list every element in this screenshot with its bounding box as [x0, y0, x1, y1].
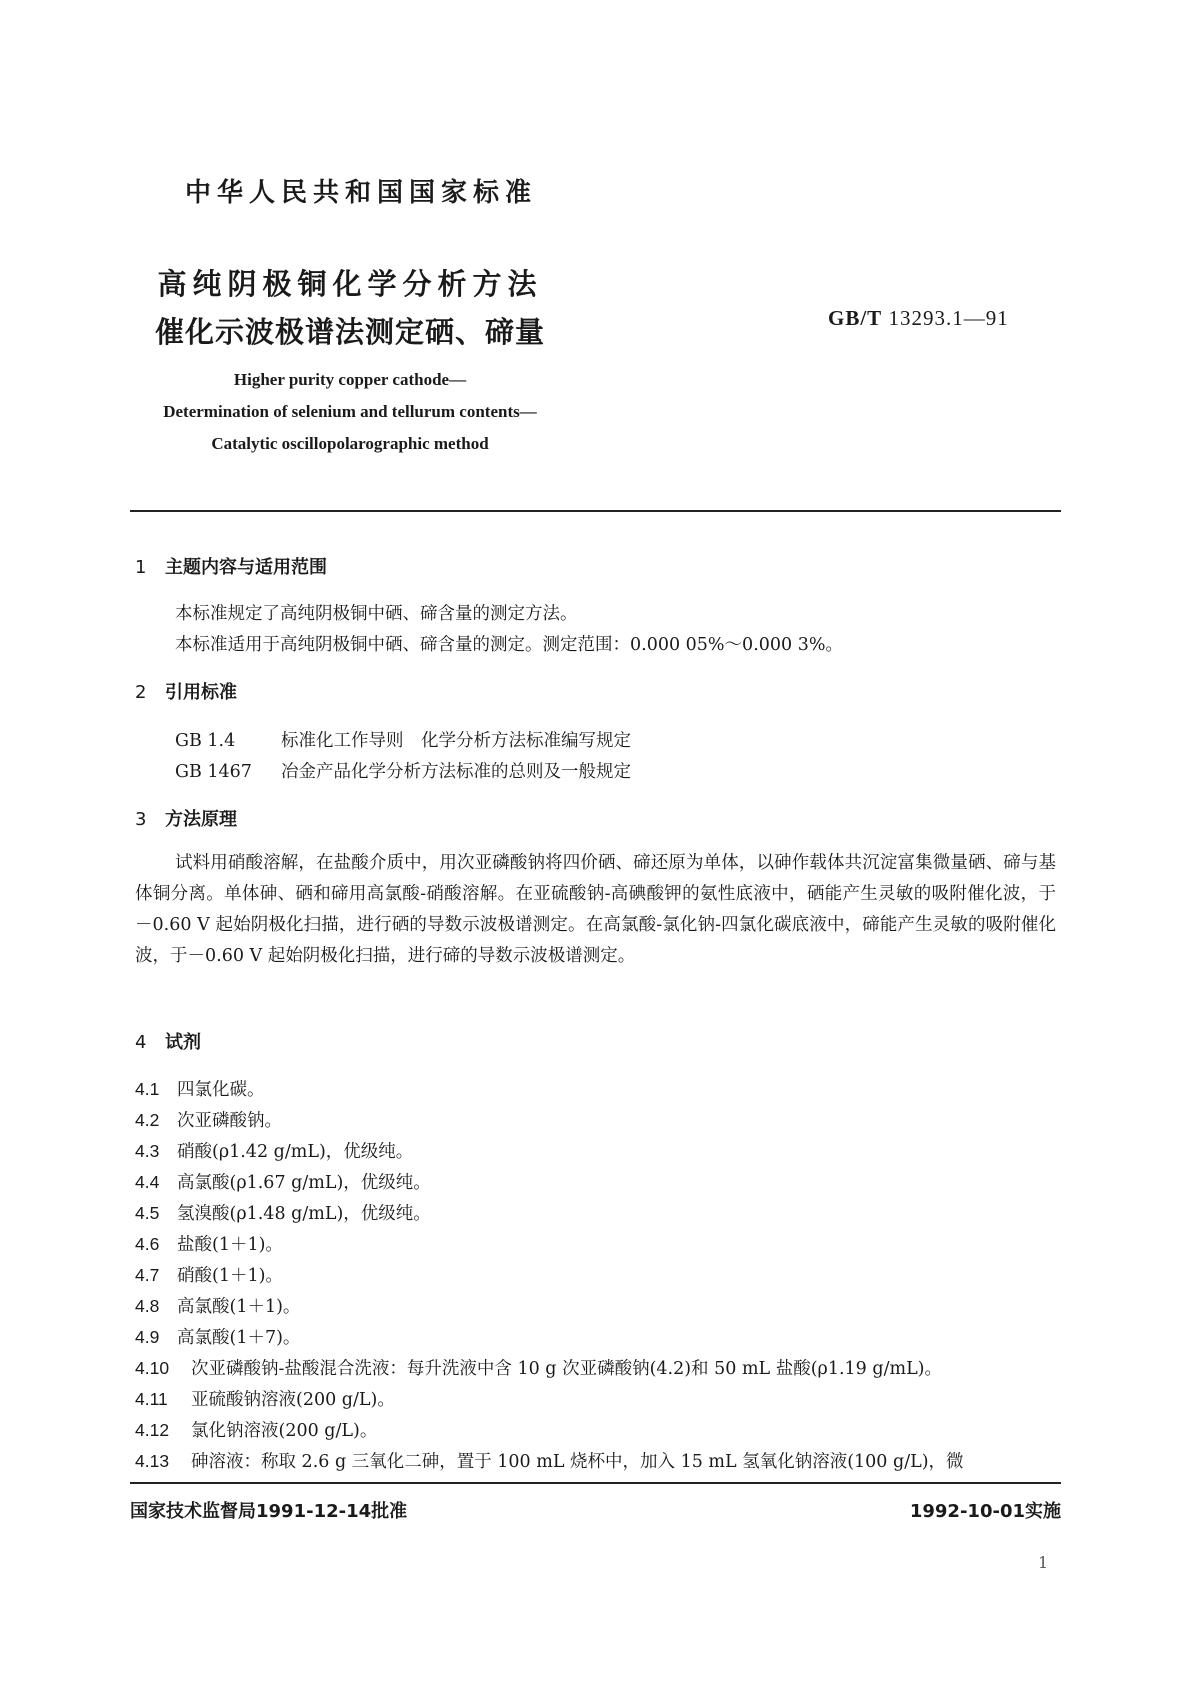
- section-title: 主题内容与适用范围: [165, 557, 327, 578]
- section-title: 引用标准: [165, 682, 237, 703]
- reagent-item: [135, 1355, 942, 1380]
- reference-item: [175, 758, 631, 783]
- item-number: 4.7: [135, 1265, 160, 1285]
- section-2-heading: [135, 678, 237, 704]
- reagent-item: [135, 1448, 964, 1473]
- item-number: 4.8: [135, 1296, 160, 1316]
- reagent-item: [135, 1076, 265, 1101]
- item-text: 亚硫酸钠溶液(200 g/L)。: [191, 1390, 395, 1410]
- reference-text: 标准化工作导则 化学分析方法标准编写规定: [281, 731, 631, 751]
- title-cn-line2: 催化示波极谱法测定硒、碲量: [154, 315, 545, 349]
- reagent-item: [135, 1169, 431, 1194]
- reagent-item: [135, 1386, 395, 1411]
- title-en-line3: Catalytic oscillopolarographic method: [211, 434, 489, 453]
- reference-code: GB 1467: [175, 762, 252, 782]
- item-number: 4.1: [135, 1079, 160, 1099]
- reagent-item: [135, 1107, 282, 1132]
- reagent-item: [135, 1138, 413, 1163]
- item-text: 高氯酸(1＋1)。: [177, 1297, 301, 1317]
- org-title: 中华人民共和国国家标准: [184, 178, 537, 208]
- reference-item: [175, 727, 631, 752]
- section-number: 4: [135, 1032, 147, 1053]
- item-text: 砷溶液：称取 2.6 g 三氧化二砷，置于 100 mL 烧杯中，加入 15 mL 氢氧化钠溶液(100 g/L)，微: [191, 1452, 964, 1472]
- section-3-body: 试料用硝酸溶解，在盐酸介质中，用次亚磷酸钠将四价硒、碲还原为单体，以砷作载体共沉淀富集微量硒、碲与基体铜分离。单体砷、硒和碲用高氯酸-硝酸溶解。在亚硫酸钠-高碘酸钾的氨性底液中，硒能产生灵敏的吸附催化波，于－0.60 V 起始阴极化扫描，进行硒的导数示波极谱测定。在高氯酸-氯化钠-四氯化碳底液中，碲能产生灵敏的吸附催化波，于－0.60 V 起始阴极化扫描，进行碲的导数示波极谱测定。: [135, 853, 1056, 966]
- standard-code: 13293.1—91: [888, 306, 1009, 330]
- approval-date: 国家技术监督局1991-12-14批准: [130, 1501, 408, 1522]
- item-text: 次亚磷酸钠-盐酸混合洗液：每升洗液中含 10 g 次亚磷酸钠(4.2)和 50 mL 盐酸(ρ1.19 g/mL)。: [191, 1359, 943, 1379]
- item-number: 4.2: [135, 1110, 160, 1130]
- section-number: 3: [135, 809, 147, 830]
- page-number: 1: [1038, 1553, 1049, 1572]
- section-3-heading: [135, 805, 237, 831]
- item-number: 4.13: [135, 1451, 170, 1471]
- reagent-item: [135, 1231, 283, 1256]
- item-text: 氯化钠溶液(200 g/L)。: [191, 1421, 378, 1441]
- item-number: 4.3: [135, 1141, 160, 1161]
- title-en-line1: Higher purity copper cathode—: [233, 370, 467, 389]
- item-text: 氢溴酸(ρ1.48 g/mL)，优级纯。: [177, 1204, 431, 1224]
- section-1-heading: [135, 553, 327, 579]
- reference-code: GB 1.4: [175, 731, 236, 751]
- title-cn-line1: 高纯阴极铜化学分析方法: [157, 267, 543, 301]
- reference-text: 冶金产品化学分析方法标准的总则及一般规定: [281, 762, 631, 782]
- section-title: 试剂: [165, 1032, 201, 1053]
- reagent-item: [135, 1293, 300, 1318]
- effective-date: 1992-10-01实施: [909, 1501, 1061, 1522]
- item-text: 硝酸(ρ1.42 g/mL)，优级纯。: [177, 1142, 414, 1162]
- item-text: 盐酸(1＋1)。: [177, 1235, 283, 1255]
- section-number: 1: [135, 557, 147, 578]
- item-text: 次亚磷酸钠。: [177, 1111, 282, 1131]
- reagent-item: [135, 1324, 300, 1349]
- item-text: 高氯酸(ρ1.67 g/mL)，优级纯。: [177, 1173, 431, 1193]
- standard-prefix: GB/T: [828, 306, 883, 330]
- footer-divider: [130, 1482, 1061, 1484]
- section-1-paragraph-2: 本标准适用于高纯阴极铜中硒、碲含量的测定。测定范围：0.000 05%～0.000 3%。: [175, 635, 843, 655]
- title-en-line2: Determination of selenium and tellurum contents—: [163, 402, 537, 421]
- item-number: 4.6: [135, 1234, 160, 1254]
- item-number: 4.11: [135, 1389, 168, 1409]
- item-number: 4.5: [135, 1203, 160, 1223]
- item-text: 硝酸(1＋1)。: [177, 1266, 283, 1286]
- item-text: 四氯化碳。: [177, 1080, 265, 1100]
- section-4-heading: [135, 1028, 201, 1054]
- item-number: 4.4: [135, 1172, 160, 1192]
- reagent-item: [135, 1262, 283, 1287]
- item-number: 4.10: [135, 1358, 170, 1378]
- section-1-paragraph-1: 本标准规定了高纯阴极铜中硒、碲含量的测定方法。: [175, 604, 578, 624]
- standard-number: [828, 306, 1009, 331]
- item-number: 4.9: [135, 1327, 160, 1347]
- section-title: 方法原理: [165, 809, 237, 830]
- section-number: 2: [135, 682, 147, 703]
- reagent-item: [135, 1417, 377, 1442]
- reagent-item: [135, 1200, 431, 1225]
- item-number: 4.12: [135, 1420, 170, 1440]
- item-text: 高氯酸(1＋7)。: [177, 1328, 301, 1348]
- header-divider: [130, 510, 1061, 512]
